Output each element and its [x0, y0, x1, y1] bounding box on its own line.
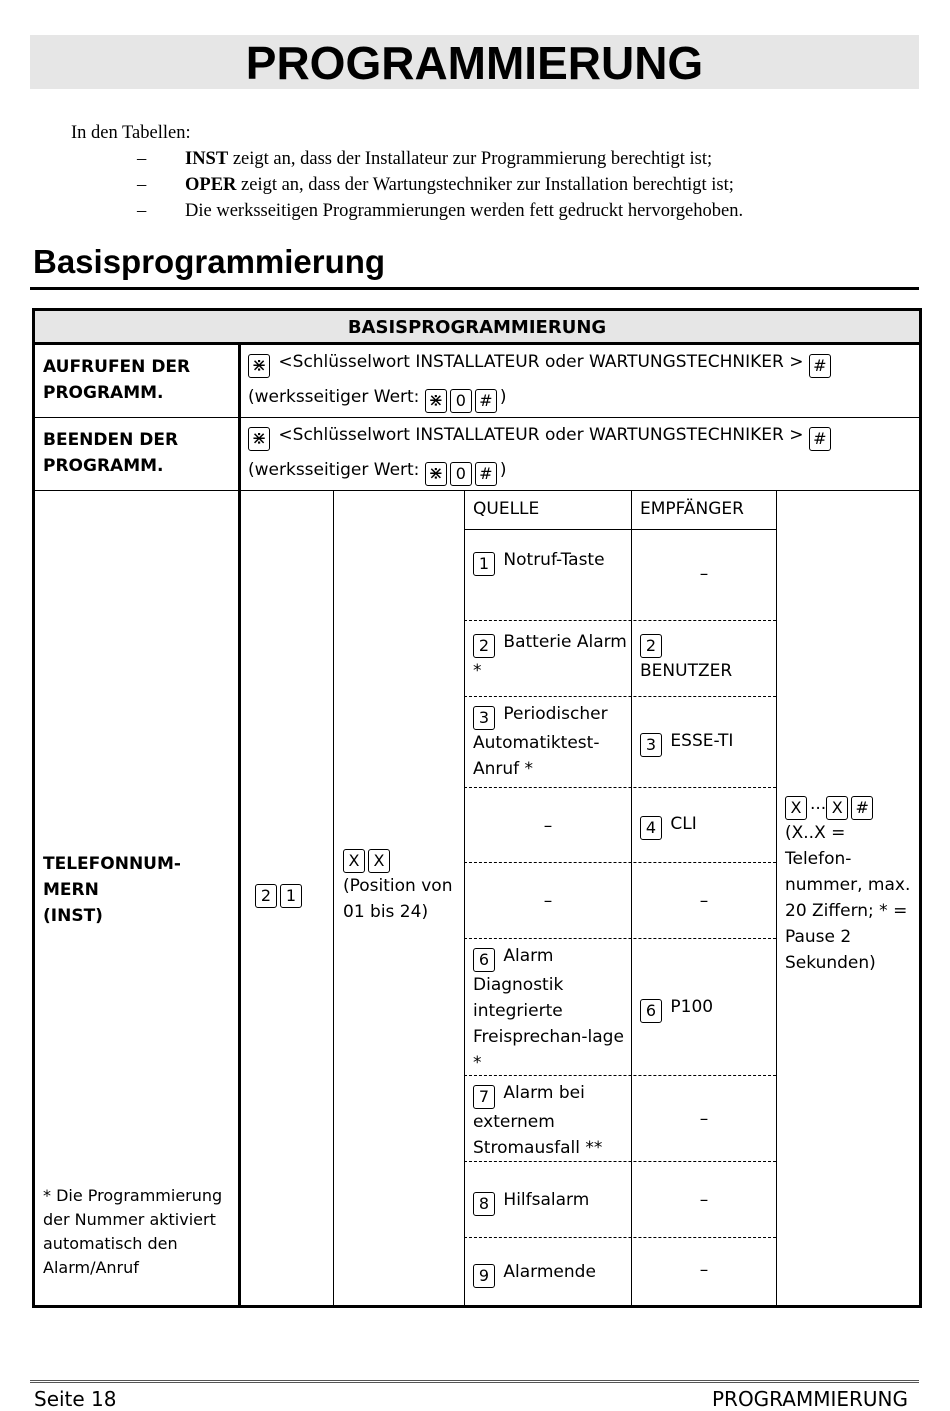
number-cell: X ... X # (X..X = Telefon-nummer, max. 20 Ziffern; * = Pause 2 Sekunden): [785, 794, 911, 973]
row-label-beenden: BEENDEN DER PROGRAMM.: [43, 430, 179, 476]
digit-key-icon: 2: [473, 634, 495, 658]
digit-key-icon: 2: [255, 884, 277, 908]
position-cell: X X (Position von 01 bis 24): [343, 851, 453, 922]
digit-key-icon: 6: [473, 948, 495, 972]
table-rule: [464, 938, 776, 939]
row-value-beenden: ⋇ <Schlüsselwort INSTALLATEUR oder WARTUNGSTECHNIKER > # (werksseitiger Wert: ⋇ 0 # ): [248, 422, 918, 486]
receiver-entry: 4 CLI: [640, 811, 775, 840]
zero-key-icon: 0: [450, 462, 472, 486]
table-rule: [464, 529, 776, 530]
column-header-empfaenger: EMPFÄNGER: [640, 499, 744, 519]
source-entry: 7 Alarm bei externem Stromausfall **: [473, 1083, 603, 1158]
star-key-icon: ⋇: [425, 389, 447, 413]
hash-key-icon: #: [475, 462, 497, 486]
receiver-entry: –: [699, 1190, 709, 1210]
receiver-entry: –: [699, 891, 709, 911]
digit-key-icon: 1: [473, 552, 495, 576]
source-entry: 1 Notruf-Taste: [473, 547, 628, 576]
table-rule: [464, 787, 776, 788]
hash-key-icon: #: [851, 796, 873, 820]
table-header: BASISPROGRAMMIERUNG: [35, 311, 919, 344]
hash-key-icon: #: [809, 354, 831, 378]
digit-key-icon: 9: [473, 1264, 495, 1288]
table-divider: [776, 491, 777, 1305]
x-key-icon: X: [368, 849, 390, 873]
receiver-entry: 2 BENUTZER: [640, 636, 733, 681]
digit-key-icon: 7: [473, 1085, 495, 1109]
programming-table: [32, 308, 922, 1308]
source-entry: 2 Batterie Alarm *: [473, 632, 627, 681]
table-rule: [35, 342, 919, 345]
star-key-icon: ⋇: [248, 427, 270, 451]
column-header-quelle: QUELLE: [473, 499, 540, 519]
source-entry: 6 Alarm Diagnostik integrierte Freisprechan-lage *: [473, 946, 624, 1073]
section-divider: [30, 287, 919, 290]
receiver-entry: 3 ESSE-TI: [640, 728, 775, 757]
zero-key-icon: 0: [450, 389, 472, 413]
digit-key-icon: 6: [640, 999, 662, 1023]
table-divider: [333, 491, 334, 1305]
intro-bullet: – INST zeigt an, dass der Installateur zur Programmierung berechtigt ist;: [137, 149, 713, 169]
row-label-telefonnummern: TELEFONNUM- MERN (INST): [43, 854, 181, 926]
section-title: Basisprogrammierung: [33, 243, 386, 280]
star-key-icon: ⋇: [425, 462, 447, 486]
star-key-icon: ⋇: [248, 354, 270, 378]
page-number: Seite 18: [34, 1387, 117, 1411]
footer-divider: [30, 1380, 919, 1383]
intro-bullet: – Die werksseitigen Programmierungen werden fett gedruckt hervorgehoben.: [137, 201, 744, 221]
table-rule: [464, 1161, 776, 1162]
row-value-aufrufen: ⋇ <Schlüsselwort INSTALLATEUR oder WARTUNGSTECHNIKER > # (werksseitiger Wert: ⋇ 0 # ): [248, 349, 918, 413]
source-entry: 9 Alarmende: [473, 1259, 628, 1288]
x-key-icon: X: [785, 796, 807, 820]
receiver-entry: 6 P100: [640, 994, 775, 1023]
table-rule: [464, 696, 776, 697]
source-entry: 3 Periodischer Automatiktest-Anruf *: [473, 704, 608, 779]
hash-key-icon: #: [475, 389, 497, 413]
table-rule: [35, 490, 919, 491]
source-entry: –: [543, 816, 553, 836]
intro-text: [71, 120, 931, 224]
intro-lead: In den Tabellen:: [71, 123, 191, 143]
footer-chapter: PROGRAMMIERUNG: [711, 1387, 908, 1411]
digit-key-icon: 4: [640, 816, 662, 840]
table-rule: [464, 620, 776, 621]
table-rule: [35, 417, 919, 418]
receiver-entry: –: [699, 564, 709, 584]
table-rule: [464, 1237, 776, 1238]
digit-key-icon: 3: [640, 733, 662, 757]
page-title: PROGRAMMIERUNG: [30, 35, 919, 89]
intro-bullet: – OPER zeigt an, dass der Wartungstechniker zur Installation berechtigt ist;: [137, 175, 734, 195]
table-divider: [238, 344, 241, 1305]
footnote: * Die Programmierung der Nummer aktiviert automatisch den Alarm/Anruf: [43, 1186, 223, 1277]
digit-key-icon: 3: [473, 706, 495, 730]
receiver-entry: –: [699, 1260, 709, 1280]
code-keys: [255, 879, 325, 908]
digit-key-icon: 8: [473, 1192, 495, 1216]
x-key-icon: X: [826, 796, 848, 820]
source-entry: 8 Hilfsalarm: [473, 1187, 628, 1216]
digit-key-icon: 2: [640, 634, 662, 658]
source-entry: –: [543, 891, 553, 911]
table-rule: [464, 862, 776, 863]
receiver-entry: –: [699, 1109, 709, 1129]
row-label-aufrufen: AUFRUFEN DER PROGRAMM.: [43, 357, 191, 403]
hash-key-icon: #: [809, 427, 831, 451]
x-key-icon: X: [343, 849, 365, 873]
digit-key-icon: 1: [280, 884, 302, 908]
